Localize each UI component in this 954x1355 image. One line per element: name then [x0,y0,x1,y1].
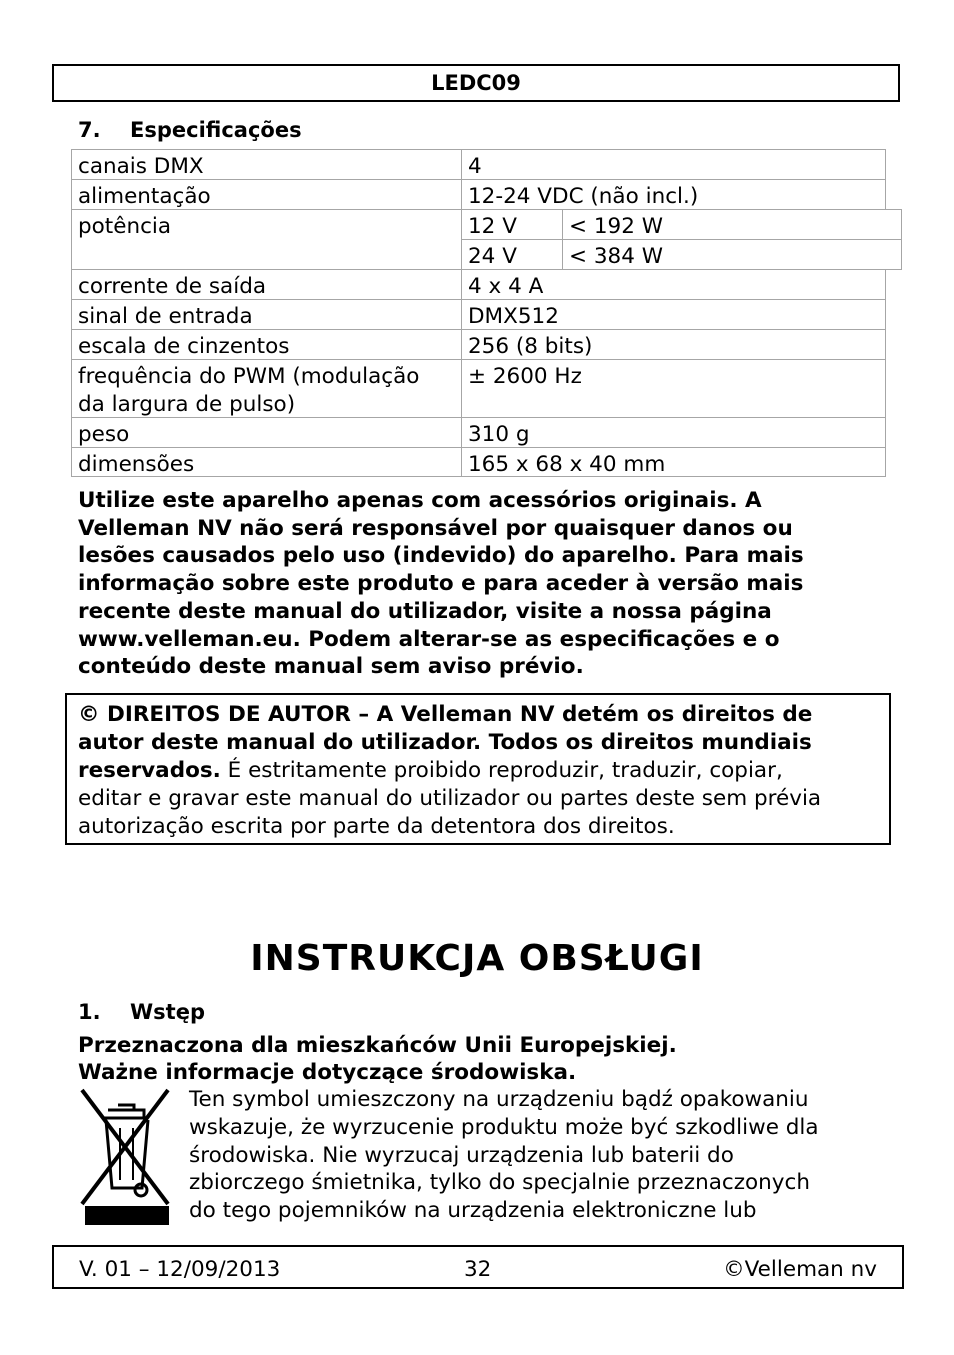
section-title: Wstęp [130,1000,205,1024]
table-cell-value: 310 g [461,417,886,448]
table-cell-label: alimentação [71,179,462,210]
table-cell-value: 4 x 4 A [461,269,886,300]
table-cell-value: 256 (8 bits) [461,329,886,360]
eu-residents-line: Przeznaczona dla mieszkańców Unii Europejskiej. [78,1033,677,1058]
table-cell-value: 165 x 68 x 40 mm [461,447,886,477]
table-cell-value: < 384 W [562,239,902,270]
notice-line: recente deste manual do utilizador, visite a nossa página [78,598,772,624]
weee-line: środowiska. Nie wyrzucaj urządzenia lub baterii do [189,1142,734,1168]
table-cell-label: canais DMX [71,149,462,180]
manual-title: INSTRUKCJA OBSŁUGI [250,938,704,979]
notice-line: Velleman NV não será responsável por quaisquer danos ou [78,515,793,541]
table-cell-label: peso [71,417,462,448]
table-cell-value: 12 V [461,209,563,240]
document-footer [52,1245,904,1289]
notice-line: conteúdo deste manual sem aviso prévio. [78,654,584,680]
notice-line: www.velleman.eu. Podem alterar-se as especificações e o [78,626,780,652]
section-number: 1. [78,1000,101,1024]
weee-line: Ten symbol umieszczony na urządzeniu bądź opakowaniu [189,1087,809,1112]
table-cell-value: ± 2600 Hz [461,359,886,418]
document-header [52,64,900,102]
copyright-box [65,693,891,845]
environment-info-line: Ważne informacje dotyczące środowiska. [78,1060,577,1085]
table-cell-label [71,359,462,418]
pwm-label-line: frequência do PWM (modulação [78,364,420,389]
table-cell-value: 24 V [461,239,563,270]
section-heading-introduction [78,1000,205,1024]
section-heading-specifications [78,118,302,142]
table-cell-label: potência [71,209,462,270]
crossed-out-wheelie-bin-icon [78,1088,174,1228]
notice-line: lesões causados pelo uso (indevido) do aparelho. Para mais [78,543,804,569]
table-cell-value: DMX512 [461,299,886,330]
pwm-label-line: da largura de pulso) [78,392,296,417]
table-cell-value: < 192 W [562,209,902,240]
copyright-line: editar e gravar este manual do utilizador ou partes deste sem prévia [78,786,822,811]
weee-line: do tego pojemników na urządzenia elektroniczne lub [189,1198,757,1224]
copyright-line: autor deste manual do utilizador. Todos os direitos mundiais [78,730,812,755]
copyright-line: É estritamente proibido reproduzir, traduzir, copiar, [220,758,783,783]
model-name: LEDC09 [431,71,521,95]
table-cell-label: dimensões [71,447,462,477]
weee-paragraph [189,1086,889,1225]
table-cell-label: sinal de entrada [71,299,462,330]
copyright-line: autorização escrita por parte da detentora dos direitos. [78,814,675,839]
table-cell-value: 12-24 VDC (não incl.) [461,179,886,210]
section-number: 7. [78,118,101,142]
notice-line: informação sobre este produto e para aceder à versão mais [78,571,804,597]
table-cell-label: corrente de saída [71,269,462,300]
notice-paragraph [78,487,878,681]
copyright-line: © DIREITOS DE AUTOR – A Velleman NV detém os direitos de [78,702,813,727]
weee-line: zbiorczego śmietnika, tylko do specjalnie przeznaczonych [189,1170,810,1196]
weee-line: wskazuje, że wyrzucenie produktu może być szkodliwe dla [189,1114,819,1140]
section-title: Especificações [130,118,302,142]
notice-line: Utilize este aparelho apenas com acessórios originais. A [78,488,762,513]
version-date: V. 01 – 12/09/2013 [79,1257,281,1282]
table-cell-label: escala de cinzentos [71,329,462,360]
copyright-line: reservados. [78,758,221,783]
table-cell-value: 4 [461,149,886,180]
footer-copyright: ©Velleman nv [723,1257,877,1282]
page-number: 32 [464,1257,492,1282]
